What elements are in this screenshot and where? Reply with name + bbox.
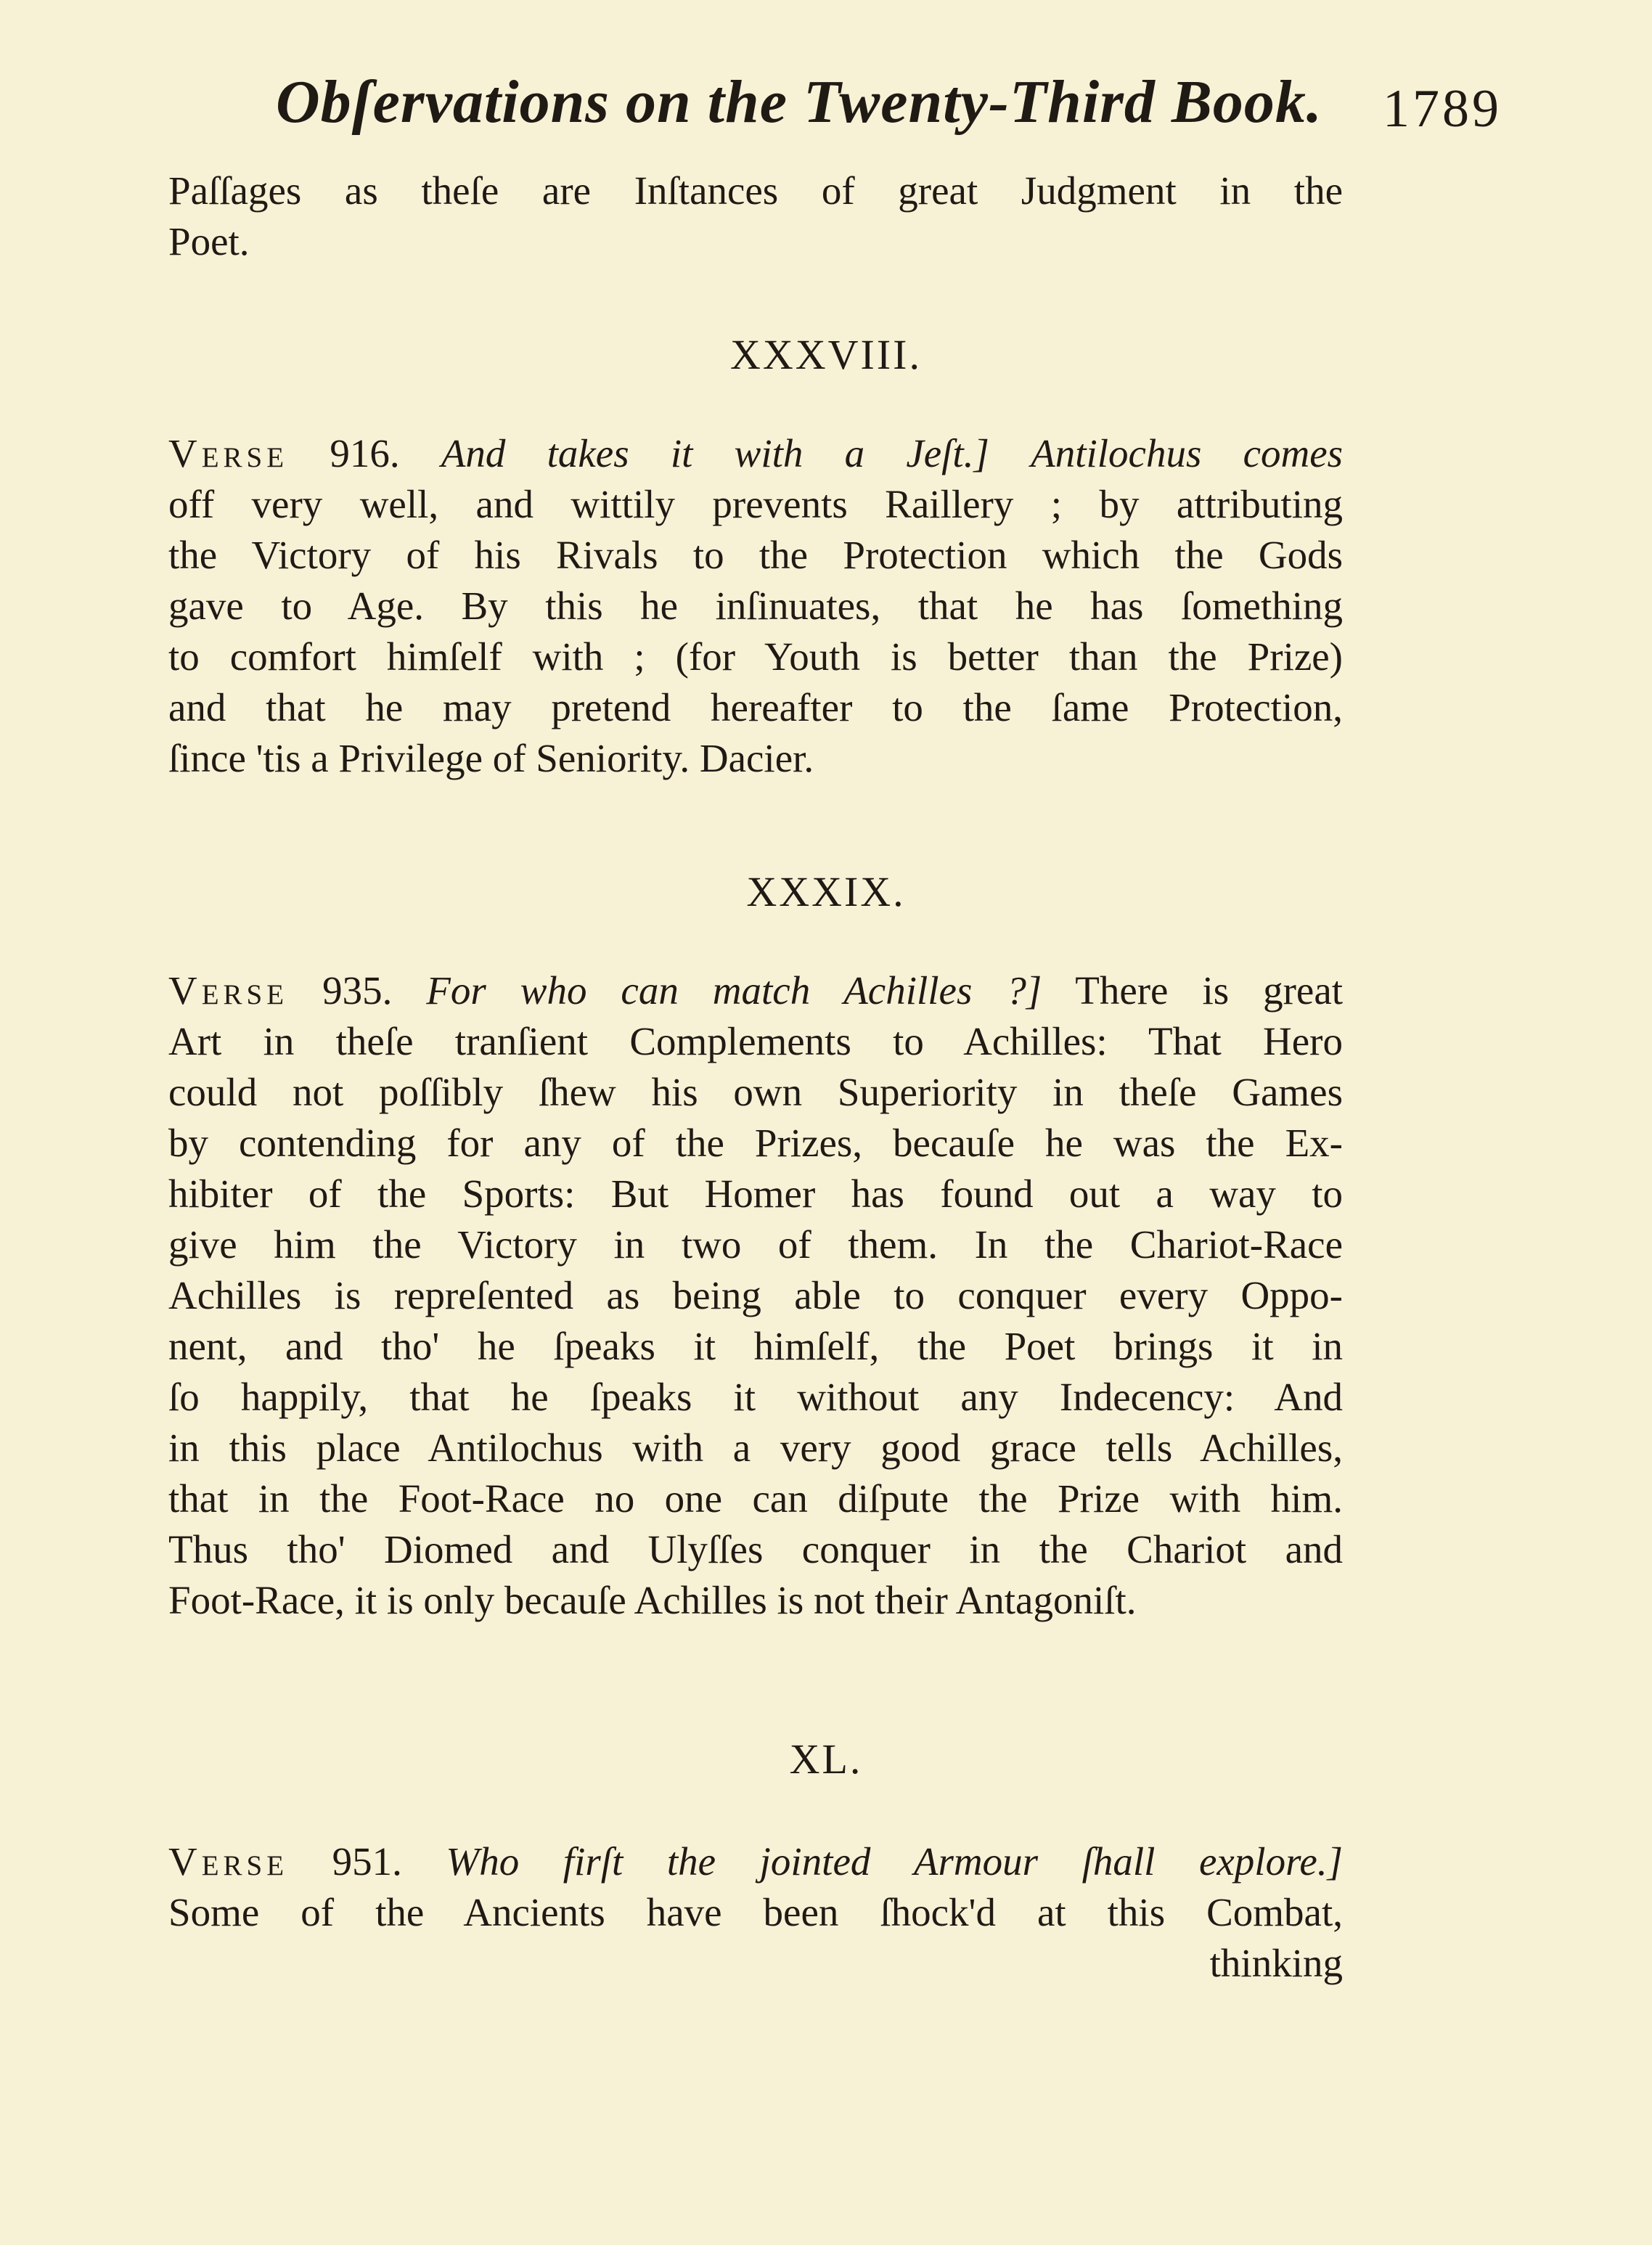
text-line: by contending for any of the Prizes, becauſe he was the Ex-	[168, 1121, 1343, 1165]
text-line: off very well, and wittily prevents Raillery ; by attributing	[168, 482, 1343, 526]
text-line	[168, 428, 1343, 479]
text-line: Poet.	[168, 219, 250, 263]
text-line: to comfort himſelf with ; (for Youth is better than the Prize)	[168, 634, 1343, 679]
page-number: 1789	[1383, 79, 1502, 139]
lemma: Who firſt the jointed Armour ſhall explore.]	[446, 1839, 1343, 1884]
section-heading: XXXIX.	[746, 868, 906, 915]
section-heading: XXXVIII.	[730, 331, 922, 378]
text-line: ſo happily, that he ſpeaks it without any Indecency: And	[168, 1375, 1343, 1419]
note-paragraph	[168, 428, 1343, 784]
note-paragraph	[168, 1836, 1343, 1989]
text-line: Art in theſe tranſient Complements to Achilles: That Hero	[168, 1019, 1343, 1063]
text-line: nent, and tho' he ſpeaks it himſelf, the Poet brings it in	[168, 1324, 1343, 1368]
text-line: Achilles is repreſented as being able to conquer every Oppo-	[168, 1273, 1343, 1317]
verse-number: 951.	[332, 1839, 402, 1884]
text-line: ſince 'tis a Privilege of Seniority. Dacier.	[168, 736, 814, 780]
text-run: There is great	[1075, 968, 1344, 1013]
text-run: Antilochus comes	[1031, 431, 1344, 475]
catchword: thinking	[1209, 1941, 1343, 1985]
intro-paragraph	[168, 165, 1343, 267]
text-line: Paſſages as theſe are Inſtances of great Judgment in the	[168, 168, 1343, 213]
text-line: the Victory of his Rivals to the Protection which the Gods	[168, 533, 1343, 577]
text-line: Some of the Ancients have been ſhock'd at this Combat,	[168, 1890, 1343, 1934]
verse-number: 916.	[330, 431, 400, 475]
text-line: that in the Foot-Race no one can diſpute the Prize with him.	[168, 1476, 1343, 1521]
text-line	[168, 1836, 1343, 1887]
lemma: And takes it with a Jeſt.]	[441, 431, 989, 475]
verse-label: Verse	[168, 1839, 289, 1884]
text-line: Foot-Race, it is only becauſe Achilles is not their Antagoniſt.	[168, 1578, 1137, 1622]
text-line	[168, 965, 1343, 1016]
running-title: Obſervations on the Twenty-Third Book.	[276, 68, 1322, 136]
text-line: and that he may pretend hereafter to the ſame Protection,	[168, 685, 1343, 729]
text-line: could not poſſibly ſhew his own Superiority in theſe Games	[168, 1070, 1343, 1114]
text-line: hibiter of the Sports: But Homer has found out a way to	[168, 1171, 1343, 1216]
verse-number: 935.	[322, 968, 393, 1013]
text-line: Thus tho' Diomed and Ulyſſes conquer in the Chariot and	[168, 1527, 1343, 1571]
text-line: in this place Antilochus with a very good grace tells Achilles,	[168, 1426, 1343, 1470]
verse-label: Verse	[168, 968, 289, 1013]
text-line: gave to Age. By this he inſinuates, that he has ſomething	[168, 584, 1343, 628]
verse-label: Verse	[168, 431, 289, 475]
text-line: give him the Victory in two of them. In the Chariot-Race	[168, 1222, 1343, 1267]
section-heading: XL.	[789, 1735, 863, 1783]
note-paragraph	[168, 965, 1343, 1626]
lemma: For who can match Achilles ?]	[426, 968, 1042, 1013]
